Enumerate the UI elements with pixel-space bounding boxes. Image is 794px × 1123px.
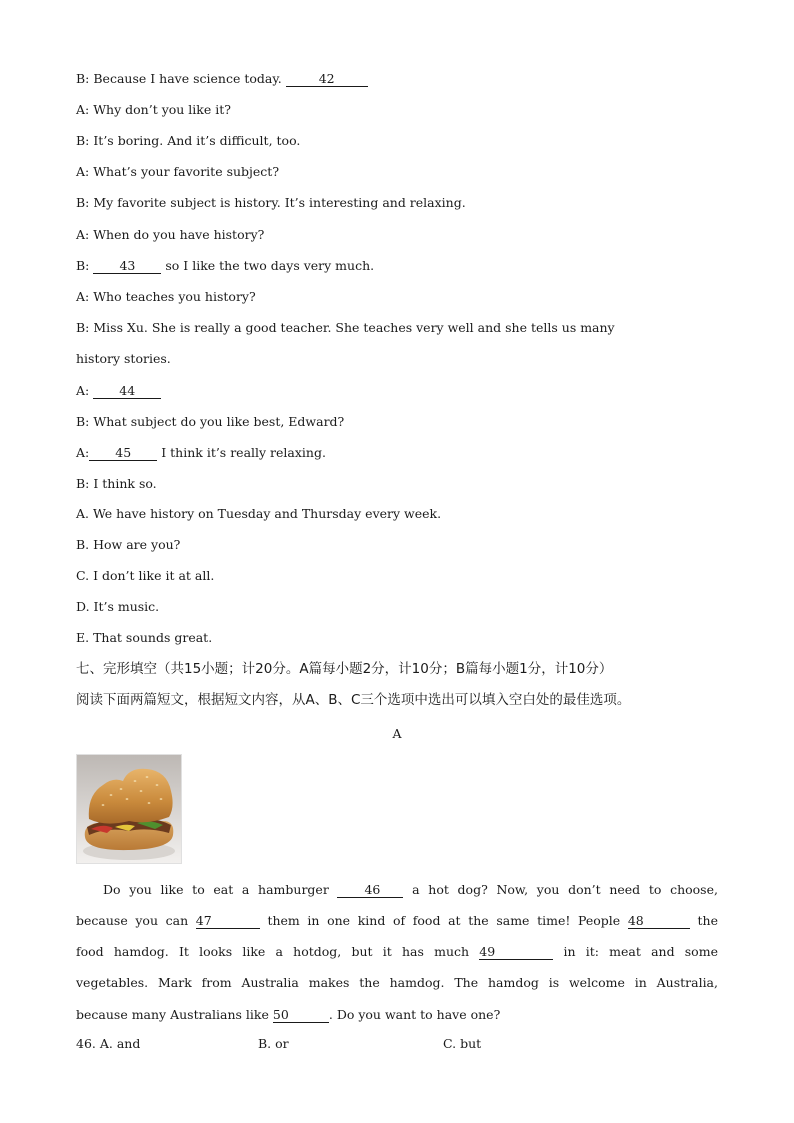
blank-49: 49 [479, 945, 553, 960]
blank-47: 47 [196, 914, 260, 929]
passage-line: because you can 47 them in one kind of food at the same time! People 48 the [76, 913, 718, 928]
dialogue-line: A: When do you have history? [76, 227, 265, 242]
blank-48: 48 [628, 914, 690, 929]
dialogue-line: B: What subject do you like best, Edward? [76, 414, 345, 429]
passage-line: because many Australians like 50 . Do you want to have one? [76, 1007, 501, 1022]
passage-line: food hamdog. It looks like a hotdog, but it has much 49 in it: meat and some [76, 944, 718, 959]
dialogue-line: B: Because I have science today. 42 [76, 71, 368, 87]
dialogue-line: B: Miss Xu. She is really a good teacher. She teaches very well and she tells us many [76, 320, 615, 335]
blank-50: 50 [273, 1008, 329, 1023]
dialogue-line: A: Why don’t you like it? [76, 102, 231, 117]
option-d: D. It’s music. [76, 599, 160, 614]
dialogue-line: B: I think so. [76, 476, 157, 491]
blank-45: 45 [89, 446, 157, 461]
blank-44: 44 [93, 384, 161, 399]
hamburger-photo [76, 754, 182, 864]
q46-option-a[interactable]: A. and [99, 1036, 141, 1051]
passage-line: vegetables. Mark from Australia makes the hamdog. The hamdog is welcome in Australia, [76, 975, 718, 990]
dialogue-line: history stories. [76, 351, 171, 366]
dialogue-line: A: What’s your favorite subject? [76, 164, 280, 179]
dialogue-line: B: It’s boring. And it’s difficult, too. [76, 133, 301, 148]
blank-46: 46 [337, 883, 403, 898]
passage-line: Do you like to eat a hamburger 46 a hot dog? Now, you don’t need to choose, [103, 882, 718, 897]
option-c: C. I don’t like it at all. [76, 568, 215, 583]
dialogue-line: A: 45 I think it’s really relaxing. [76, 445, 326, 460]
dialogue-line: B: 43 so I like the two days very much. [76, 258, 375, 273]
blank-43: 43 [93, 259, 161, 274]
q46-option-b[interactable]: B. or [258, 1036, 289, 1051]
hamdog-image-icon [77, 755, 181, 863]
section-heading: 七、完形填空（共15小题；计20分。A篇每小题2分，计10分；B篇每小题1分，计10分） [76, 661, 613, 677]
dialogue-line: A: 44 [76, 383, 161, 399]
option-a: A. We have history on Tuesday and Thursday every week. [76, 506, 442, 521]
blank-42: 42 [286, 72, 368, 87]
question-46-options: 46. A. and B. or C. but [76, 1036, 482, 1051]
option-e: E. That sounds great. [76, 630, 213, 645]
passage-label: A [392, 726, 402, 741]
option-b: B. How are you? [76, 537, 181, 552]
section-instruction: 阅读下面两篇短文，根据短文内容，从A、B、C三个选项中选出可以填入空白处的最佳选项。 [76, 692, 631, 708]
dialogue-line: A: Who teaches you history? [76, 289, 256, 304]
dialogue-line: B: My favorite subject is history. It’s interesting and relaxing. [76, 195, 466, 210]
q46-option-c[interactable]: C. but [443, 1036, 482, 1051]
